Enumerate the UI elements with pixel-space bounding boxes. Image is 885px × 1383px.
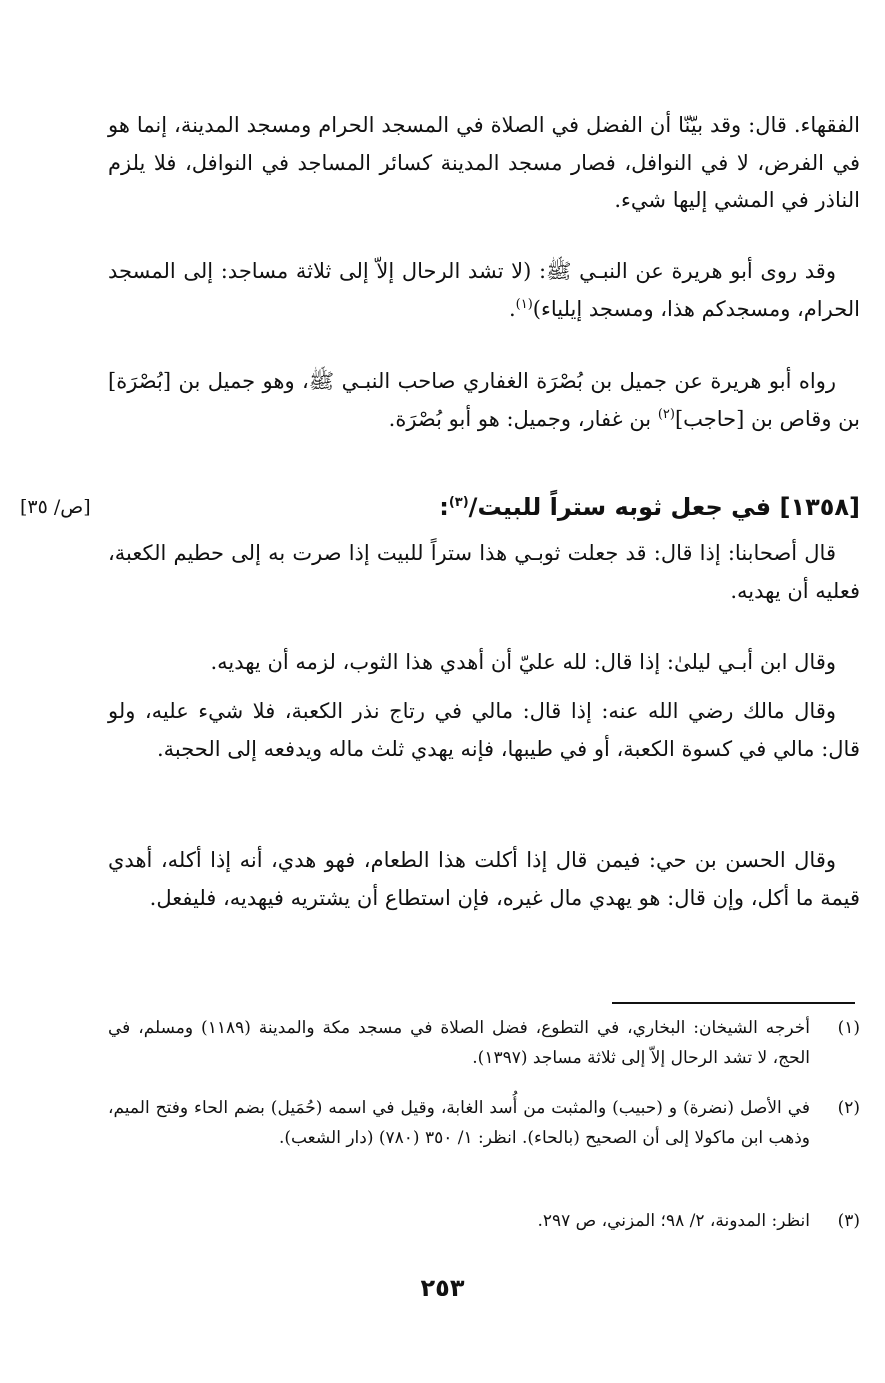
footnote-2 xyxy=(108,1094,860,1153)
page-number: ٢٥٣ xyxy=(420,1274,465,1302)
footnote-divider xyxy=(612,1002,855,1004)
section-heading-end: : xyxy=(439,493,449,521)
paragraph-3-text-a: رواه أبو هريرة عن جميل بن بُصْرَة الغفاري صاحب النبـي ﷺ، وهو جميل بن [بُصْرَة] بن وقاص بن [حاجب] xyxy=(108,369,860,431)
paragraph-2-end: . xyxy=(508,296,516,321)
footnote-ref-2[interactable]: (٢) xyxy=(657,406,675,422)
paragraph-6: وقال مالك رضي الله عنه: إذا قال: مالي في رتاج نذر الكعبة، فلا شيء عليه، ولو قال: مالي في كسوة الكعبة، أو في طيبها، فإنه يهدي ثلث ماله ويدفعه إلى الحجبة. xyxy=(108,699,860,761)
footnote-ref-1[interactable]: (١) xyxy=(515,296,533,312)
footnote-1-number: (١) xyxy=(837,1018,860,1038)
footnote-3-text: انظر: المدونة، ٢/ ٩٨؛ المزني، ص ٢٩٧. xyxy=(537,1211,810,1231)
paragraph-7: وقال الحسن بن حي: فيمن قال إذا أكلت هذا الطعام، فهو هدي، أنه إذا أكله، أهدي قيمة ما أكل، وإن قال: هو يهدي مال غيره، فإن استطاع أن يشتريه فيهديه، فليفعل. xyxy=(108,848,860,910)
footnote-2-number: (٢) xyxy=(837,1098,860,1118)
section-heading-row xyxy=(20,485,860,529)
footnote-3-number: (٣) xyxy=(837,1211,860,1231)
paragraph-2 xyxy=(108,253,860,328)
section-heading xyxy=(439,485,860,529)
paragraph-4: قال أصحابنا: إذا قال: قد جعلت ثوبـي هذا ستراً للبيت إذا صرت به إلى حطيم الكعبة، فعليه أن يهديه. xyxy=(108,541,860,603)
footnote-2-text: في الأصل (نضرة) و (حبيب) والمثبت من أُسد الغابة، وقيل في اسمه (حُمَيل) بضم الحاء وفتح الميم، وذهب ابن ماكولا إلى أن الصحيح (بالحاء). انظر: ١/ ٣٥٠ (٧٨٠) (دار الشعب). xyxy=(108,1098,810,1148)
footnote-1 xyxy=(108,1014,860,1073)
footnote-3 xyxy=(108,1207,860,1237)
paragraph-3 xyxy=(108,363,860,438)
paragraph-5: وقال ابن أبـي ليلىٰ: إذا قال: لله عليّ أن أهدي هذا الثوب، لزمه أن يهديه. xyxy=(210,650,836,674)
margin-page-reference: [ص/ ٣٥] xyxy=(20,496,91,518)
section-heading-text: [١٣٥٨] في جعل ثوبه ستراً للبيت/ xyxy=(468,493,860,521)
paragraph-2-text: وقد روى أبو هريرة عن النبـي ﷺ: (لا تشد الرحال إلاّ إلى ثلاثة مساجد: إلى المسجد الحرام، ومسجدكم هذا، ومسجد إيلياء) xyxy=(108,259,860,321)
paragraph-3-text-b: بن غفار، وجميل: هو أبو بُصْرَة. xyxy=(388,406,658,431)
footnote-ref-3[interactable]: (٣) xyxy=(448,495,469,510)
paragraph-1: الفقهاء. قال: وقد بيّنّا أن الفضل في الصلاة في المسجد الحرام ومسجد المدينة، إنما هو في الفرض، لا في النوافل، فصار مسجد المدينة كسائر المساجد في النوافل، فلا يلزم الناذر في المشي إليها شيء. xyxy=(108,113,860,212)
footnote-1-text: أخرجه الشيخان: البخاري، في التطوع، فضل الصلاة في مسجد مكة والمدينة (١١٨٩) ومسلم، في الحج، لا تشد الرحال إلاّ إلى ثلاثة مساجد (١٣٩٧). xyxy=(108,1018,810,1068)
